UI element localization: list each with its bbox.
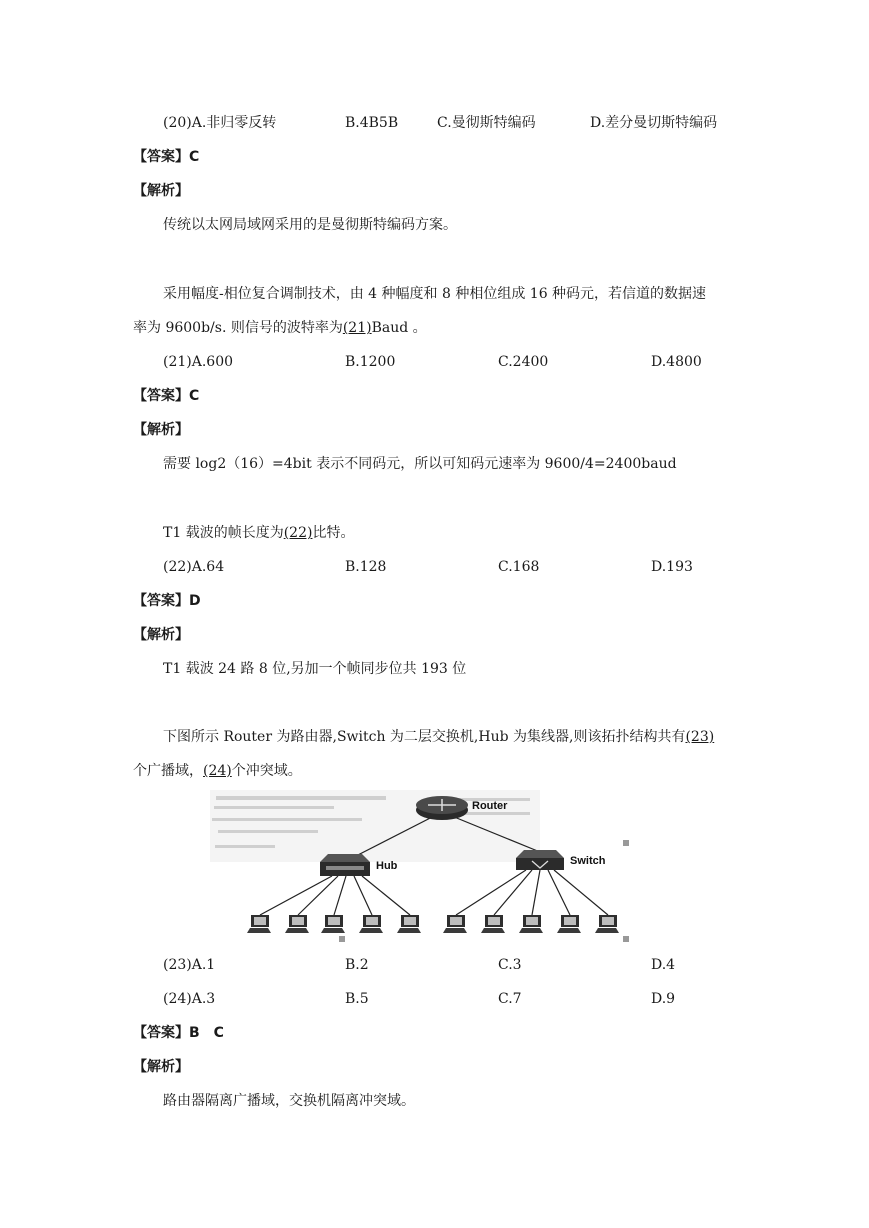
q23-answer: 【答案】B C [133, 1025, 224, 1041]
q23-stem-line1: 下图所示 Router 为路由器,Switch 为二层交换机,Hub 为集线器,则该拓扑结构共有(23) [163, 729, 715, 745]
q22-answer: 【答案】D [133, 593, 201, 609]
q21-analysis-label: 【解析】 [133, 422, 189, 438]
hub-icon [320, 854, 370, 876]
handle-marker [623, 936, 629, 942]
pc-icon [443, 915, 467, 933]
router-label: Router [472, 800, 508, 812]
q24-option-c: C.7 [498, 991, 522, 1007]
q21-option-b: B.1200 [345, 354, 396, 370]
q23-blank: (23) [685, 729, 715, 745]
q20-analysis-label: 【解析】 [133, 183, 189, 199]
q22-analysis: T1 载波 24 路 8 位,另加一个帧同步位共 193 位 [163, 661, 467, 677]
q20-option-c: C.曼彻斯特编码 [437, 115, 536, 131]
hub-label: Hub [376, 860, 398, 872]
q22-option-b: B.128 [345, 559, 387, 575]
q20-option-d: D.差分曼切斯特编码 [590, 115, 718, 131]
q21-stem-line2: 率为 9600b/s. 则信号的波特率为(21)Baud 。 [133, 320, 427, 336]
q20-answer: 【答案】C [133, 149, 200, 165]
q22-stem: T1 载波的帧长度为(22)比特。 [163, 525, 355, 541]
q20-analysis: 传统以太网局域网采用的是曼彻斯特编码方案。 [163, 217, 457, 233]
pc-icon [359, 915, 383, 933]
q24-option-b: B.5 [345, 991, 369, 1007]
pc-icon [519, 915, 543, 933]
handle-marker [339, 936, 345, 942]
pc-icon [397, 915, 421, 933]
q23-option-a: (23)A.1 [163, 957, 216, 973]
q23-stem-line2: 个广播域，(24)个冲突域。 [133, 763, 302, 779]
q20-option-a: (20)A.非归零反转 [163, 115, 277, 131]
q20-option-b: B.4B5B [345, 115, 399, 131]
pc-icon [321, 915, 345, 933]
q22-option-a: (22)A.64 [163, 559, 225, 575]
q22-blank: (22) [283, 525, 313, 541]
router-icon [416, 796, 468, 820]
pc-icon [247, 915, 271, 933]
q21-blank: (21) [342, 320, 372, 336]
q23-option-d: D.4 [651, 957, 676, 973]
network-topology-diagram [210, 790, 635, 945]
q21-option-a: (21)A.600 [163, 354, 234, 370]
q23-analysis-label: 【解析】 [133, 1059, 189, 1075]
pc-icon [557, 915, 581, 933]
q22-analysis-label: 【解析】 [133, 627, 189, 643]
q23-option-b: B.2 [345, 957, 369, 973]
q24-option-a: (24)A.3 [163, 991, 216, 1007]
q22-option-d: D.193 [651, 559, 693, 575]
pc-group [247, 915, 619, 933]
q24-option-d: D.9 [651, 991, 676, 1007]
q23-option-c: C.3 [498, 957, 522, 973]
q21-option-c: C.2400 [498, 354, 549, 370]
q21-analysis: 需要 log2（16）=4bit 表示不同码元，所以可知码元速率为 9600/4=2400baud [163, 456, 677, 472]
q22-option-c: C.168 [498, 559, 540, 575]
q23-analysis: 路由器隔离广播域，交换机隔离冲突域。 [163, 1093, 415, 1109]
pc-icon [595, 915, 619, 933]
handle-marker [623, 840, 629, 846]
q24-blank: (24) [203, 763, 232, 779]
pc-icon [285, 915, 309, 933]
q21-option-d: D.4800 [651, 354, 702, 370]
q21-answer: 【答案】C [133, 388, 200, 404]
pc-icon [481, 915, 505, 933]
switch-label: Switch [570, 855, 606, 867]
switch-icon [516, 850, 564, 870]
q21-stem-line1: 采用幅度-相位复合调制技术，由 4 种幅度和 8 种相位组成 16 种码元，若信道的数据速 [163, 286, 707, 302]
